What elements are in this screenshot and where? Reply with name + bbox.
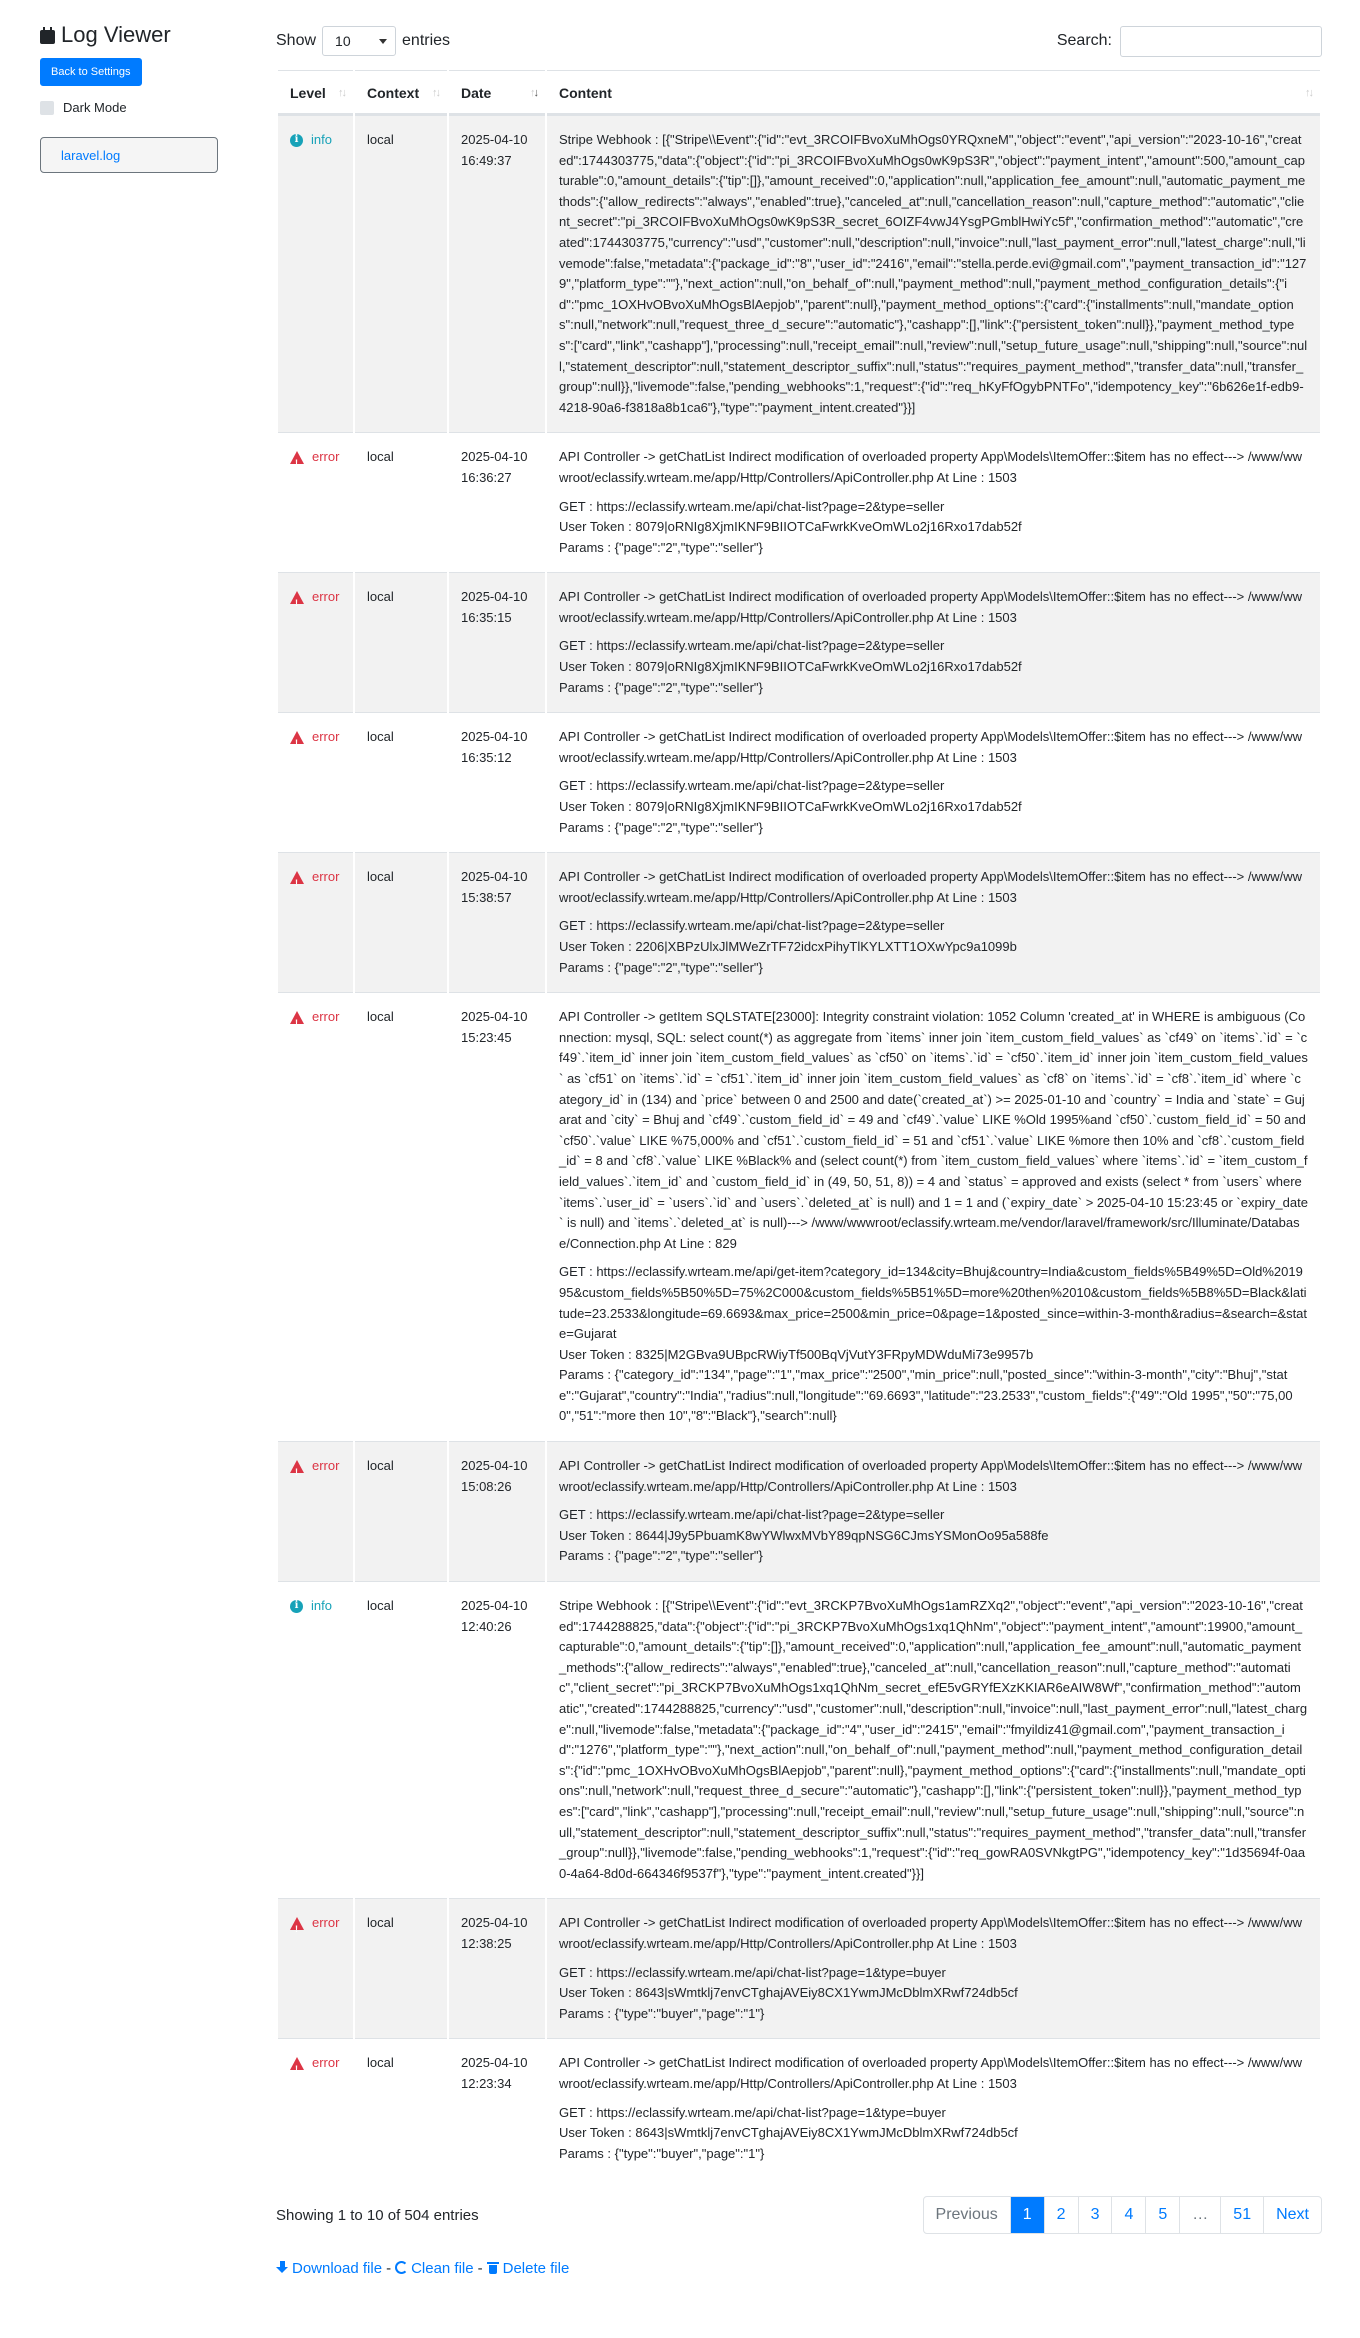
pagination-next[interactable]: Next <box>1263 2197 1321 2233</box>
log-extra <box>559 2103 1308 2165</box>
cell-level <box>278 432 353 572</box>
log-file-item[interactable]: laravel.log <box>40 137 218 173</box>
entries-length <box>276 26 450 56</box>
log-extra <box>559 776 1308 838</box>
log-extra-line: User Token : 2206|XBPzUlxJlMWeZrTF72idcxPihyTlKYLXTT1OXwYpc9a1099b <box>559 939 1017 954</box>
log-extra-line: User Token : 8643|sWmtklj7envCTghajAVEiy8CX1YwmJMcDblmXRwf724db5cf <box>559 1985 1018 2001</box>
log-extra-line: GET : https://eclassify.wrteam.me/api/chat-list?page=2&type=seller <box>559 778 945 794</box>
cell-context: local <box>355 1441 447 1581</box>
info-icon: i <box>290 1600 303 1613</box>
cell-level <box>278 1441 353 1581</box>
cell-date: 2025-04-10 16:35:12 <box>449 712 545 852</box>
log-extra-line: Params : {"page":"2","type":"seller"} <box>559 679 763 695</box>
log-extra-line: GET : https://eclassify.wrteam.me/api/get-item?category_id=134&city=Bhuj&country=India&custom_fields%5B49%5D=Old%201995&custom_fields%5B50%5D=75%2C000&custom_fields%5B51%5D=more%20then%2010&custom_fields%5B8%5D=Black&latitude=23.2533&longitude=69.6693&max_price=2500&min_price=0&page=1&posted_since=within-3-month&radius=&search=&state=Gujarat <box>559 1264 1308 1342</box>
cell-content <box>547 1898 1320 2038</box>
sidebar <box>40 22 226 173</box>
log-message: API Controller -> getChatList Indirect modification of overloaded property App\Models\ItemOffer::$item has no effect---> /www/wwwroot/eclassify.wrteam.me/app/Http/Controllers/ApiController.php At Line : 1503 <box>559 1458 1303 1494</box>
level-text: error <box>312 1915 340 1931</box>
log-message: Stripe Webhook : [{"Stripe\\Event":{"id":"evt_3RCOIFBvoXuMhOgs0YRQxneM","object":"event","api_version":"2023-10-16","created":1744303775,"data":{"object":{"id":"pi_3RCOIFBvoXuMhOgs0wK9pS3R","object":"payment_intent","amount":500,"amount_capturable":0,"amount_details":{"tip":[]},"amount_received":0,"application":null,"application_fee_amount":null,"automatic_payment_methods":{"allow_redirects":"always","enabled":true},"canceled_at":null,"cancellation_reason":null,"capture_method":"automatic","client_secret":"pi_3RCOIFBvoXuMhOgs0wK9pS3R_secret_6OIZF4vwJ4YsgPGmblHwiYc5f","confirmation_method":"automatic","created":1744303775,"currency":"usd","customer":null,"description":null,"invoice":null,"last_payment_error":null,"latest_charge":null,"livemode":false,"metadata":{"package_id":"8","user_id":"2416","email":"stella.perde.evi@gmail.com","payment_transaction_id":"1279","platform_type":""},"next_action":null,"on_behalf_of":null,"payment_method":null,"payment_method_configuration_details":{"id":"pmc_1OXHvOBvoXuMhOgsBlAepjob","parent":null},"payment_method_options":{"card":{"installments":null,"mandate_options":null,"network":null,"request_three_d_secure":"automatic"},"cashapp":[],"link":{"persistent_token":null}},"payment_method_types":["card","link","cashapp"],"processing":null,"receipt_email":null,"review":null,"setup_future_usage":null,"shipping":null,"source":null,"statement_descriptor":null,"statement_descriptor_suffix":null,"status":"requires_payment_method","transfer_data":null,"transfer_group":null}},"livemode":false,"pending_webhooks":1,"request":{"id":"req_hKyFfOgybPNTFo","idempotency_key":"6b626e1f-edb9-4218-90a6-f3818a8b1ca6"},"type":"payment_intent.created"}}] <box>559 132 1308 415</box>
log-extra <box>559 497 1308 559</box>
table-row[interactable] <box>278 115 1320 432</box>
table-row[interactable] <box>278 2038 1320 2178</box>
cell-date: 2025-04-10 12:38:25 <box>449 1898 545 2038</box>
log-message: API Controller -> getChatList Indirect modification of overloaded property App\Models\ItemOffer::$item has no effect---> /www/wwwroot/eclassify.wrteam.me/app/Http/Controllers/ApiController.php At Line : 1503 <box>559 729 1303 765</box>
log-extra-line: GET : https://eclassify.wrteam.me/api/chat-list?page=2&type=seller <box>559 1507 945 1523</box>
trash-icon <box>487 2261 500 2274</box>
table-row[interactable] <box>278 992 1320 1441</box>
level-text: info <box>311 1598 332 1614</box>
cell-context: local <box>355 115 447 432</box>
table-header-row <box>278 70 1320 115</box>
log-extra-line: Params : {"type":"buyer","page":"1"} <box>559 2005 765 2021</box>
log-extra-line: Params : {"page":"2","type":"seller"} <box>559 1548 763 1564</box>
sort-icon: ↑↓ <box>338 87 345 99</box>
pagination-previous[interactable]: Previous <box>935 2206 998 2224</box>
column-header-date[interactable]: Date ↑↓ <box>449 70 545 115</box>
log-extra <box>559 636 1308 698</box>
table-row[interactable] <box>278 1441 1320 1581</box>
level-text: error <box>312 449 340 465</box>
level-badge <box>290 727 341 748</box>
log-message: API Controller -> getItem SQLSTATE[23000]: Integrity constraint violation: 1052 Column 'created_at' in WHERE is ambiguous (Connection: mysql, SQL: select count(*) as aggregate from `items` inner join `item_custom_field_values` as `cf49` on `items`.`id` = `cf49`.`item_id` inner join `item_custom_field_values` as `cf50` on `items`.`id` = `cf50`.`item_id` inner join `item_custom_field_values` as `cf51` on `items`.`id` = `cf51`.`item_id` inner join `item_custom_field_values` as `cf8` on `items`.`id` = `cf8`.`item_id` where `category_id` in (134) and `price` between 0 and 2500 and date(`created_at`) >= 2025-01-10 and `country` = India and `state` = Gujarat and `city` = Bhuj and `cf49`.`custom_field_id` = 49 and `cf49`.`value` LIKE %Old 1995%and `cf50`.`custom_field_id` = 50 and `cf50`.`value` LIKE %75,000% and `cf51`.`custom_field_id` = 51 and `cf51`.`value` LIKE %more then 10% and `cf8`.`custom_field_id` = 8 and `cf8`.`value` LIKE %Black% and (select count(*) from `item_custom_field_values` where `items`.`id` = `item_custom_field_values`.`item_id` and `custom_field_id` in (49, 50, 51, 8)) = 4 and `status` = approved and exists (select * from `users` where `items`.`user_id` = `users`.`id` and `users`.`deleted_at` is null) and 1 = 1 and (`expiry_date` > 2025-04-10 15:23:45 or `expiry_date` is null) and `items`.`deleted_at` is null)---> /www/wwwroot/eclassify.wrteam.me/vendor/laravel/framework/src/Illuminate/Database/Connection.php At Line : 829 <box>559 1009 1308 1251</box>
log-extra-line: User Token : 8644|J9y5PbuamK8wYWlwxMVbY89qpNSG6CJmsYSMonOo95a588fe <box>559 1527 1049 1543</box>
clean-file-link[interactable]: Clean file <box>395 2260 474 2277</box>
warning-icon <box>290 871 304 884</box>
log-message: API Controller -> getChatList Indirect modification of overloaded property App\Models\ItemOffer::$item has no effect---> /www/wwwroot/eclassify.wrteam.me/app/Http/Controllers/ApiController.php At Line : 1503 <box>559 449 1303 485</box>
log-extra-line: GET : https://eclassify.wrteam.me/api/chat-list?page=2&type=seller <box>559 638 945 654</box>
chevron-down-icon <box>379 39 387 44</box>
entries-info: Showing 1 to 10 of 504 entries <box>276 2206 479 2224</box>
main-panel <box>276 22 1322 2277</box>
level-text: info <box>311 132 332 147</box>
cell-date: 2025-04-10 12:23:34 <box>449 2038 545 2178</box>
level-text: error <box>312 1009 340 1025</box>
table-row[interactable] <box>278 712 1320 852</box>
cell-level <box>278 992 353 1441</box>
cell-date: 2025-04-10 16:49:37 <box>449 115 545 432</box>
pagination-page[interactable]: 4 <box>1111 2197 1145 2233</box>
cell-content <box>547 1441 1320 1581</box>
log-message: API Controller -> getChatList Indirect modification of overloaded property App\Models\ItemOffer::$item has no effect---> /www/wwwroot/eclassify.wrteam.me/app/Http/Controllers/ApiController.php At Line : 1503 <box>559 2055 1303 2091</box>
sort-desc-icon: ↑↓ <box>530 87 537 99</box>
calendar-icon <box>40 27 55 44</box>
cell-level <box>278 115 353 432</box>
refresh-icon <box>395 2261 408 2274</box>
log-table-body <box>278 115 1320 2178</box>
pagination-page[interactable]: 1 <box>1010 2197 1044 2233</box>
download-icon <box>276 2261 289 2274</box>
cell-content <box>547 712 1320 852</box>
cell-content <box>547 432 1320 572</box>
level-badge <box>290 2053 341 2074</box>
cell-context: local <box>355 992 447 1441</box>
separator: - <box>477 2260 483 2278</box>
cell-content <box>547 2038 1320 2178</box>
entries-value: 10 <box>335 33 351 49</box>
log-extra-line: Params : {"category_id":"134","page":"1","max_price":"2500","min_price":null,"posted_since":"within-3-month","city":"Bhuj","state":"Gujarat","country":"India","radius":null,"longitude":"69.6693","latitude":"23.2533","custom_fields":{"49":"Old 1995","50":"75,000","51":"more then 10","8":"Black"},"search":null} <box>559 1367 1293 1424</box>
back-to-settings-button[interactable]: Back to Settings <box>40 58 142 86</box>
cell-date: 2025-04-10 16:36:27 <box>449 432 545 572</box>
cell-level <box>278 2038 353 2178</box>
log-extra-line: User Token : 8643|sWmtklj7envCTghajAVEiy8CX1YwmJMcDblmXRwf724db5cf <box>559 2125 1018 2141</box>
cell-content <box>547 1581 1320 1898</box>
log-extra-line: GET : https://eclassify.wrteam.me/api/chat-list?page=2&type=seller <box>559 498 945 514</box>
cell-date: 2025-04-10 15:38:57 <box>449 852 545 992</box>
table-row[interactable] <box>278 1898 1320 2038</box>
show-label: Show <box>276 32 317 49</box>
level-badge <box>290 1913 341 1934</box>
app-title <box>40 22 226 48</box>
level-text: error <box>312 2055 340 2071</box>
cell-content <box>547 992 1320 1441</box>
warning-icon <box>290 451 304 464</box>
dark-mode-checkbox[interactable] <box>40 101 54 115</box>
level-text: error <box>312 589 340 605</box>
separator: - <box>386 2260 392 2278</box>
pagination-ellipsis: … <box>1179 2197 1220 2233</box>
log-extra-line: Params : {"page":"2","type":"seller"} <box>559 819 763 835</box>
warning-icon <box>290 1460 304 1473</box>
cell-date: 2025-04-10 15:08:26 <box>449 1441 545 1581</box>
cell-content <box>547 572 1320 712</box>
pagination-page[interactable]: 2 <box>1044 2197 1078 2233</box>
pagination <box>923 2196 1322 2234</box>
search-input[interactable] <box>1120 26 1322 57</box>
cell-date: 2025-04-10 15:23:45 <box>449 992 545 1441</box>
log-extra <box>559 1505 1308 1567</box>
table-row[interactable] <box>278 572 1320 712</box>
column-header-level[interactable]: Level ↑↓ <box>278 70 353 115</box>
table-row[interactable] <box>278 852 1320 992</box>
cell-context: local <box>355 1898 447 2038</box>
table-controls <box>276 22 1322 60</box>
level-badge <box>290 587 341 608</box>
log-message: API Controller -> getChatList Indirect modification of overloaded property App\Models\ItemOffer::$item has no effect---> /www/wwwroot/eclassify.wrteam.me/app/Http/Controllers/ApiController.php At Line : 1503 <box>559 869 1303 905</box>
log-extra-line: User Token : 8325|M2GBva9UBpcRWiyTf500BqVjVutY3FRpyMDWduMi73e9957b <box>559 1346 1034 1362</box>
download-file-link[interactable]: Download file <box>276 2260 382 2277</box>
entries-select[interactable] <box>322 26 396 56</box>
cell-context: local <box>355 572 447 712</box>
level-text: error <box>312 869 340 885</box>
warning-icon <box>290 1011 304 1024</box>
log-message: Stripe Webhook : [{"Stripe\\Event":{"id":"evt_3RCKP7BvoXuMhOgs1amRZXq2","object":"event","api_version":"2023-10-16","created":1744288825,"data":{"object":{"id":"pi_3RCKP7BvoXuMhOgs1xq1QhNm","object":"payment_intent","amount":19900,"amount_capturable":0,"amount_details":{"tip":[]},"amount_received":0,"application":null,"application_fee_amount":null,"automatic_payment_methods":{"allow_redirects":"always","enabled":true},"canceled_at":null,"cancellation_reason":null,"capture_method":"automatic","client_secret":"pi_3RCKP7BvoXuMhOgs1xq1QhNm_secret_efE5vGRYfEXzKKIAR6eAIW8Wf","confirmation_method":"automatic","created":1744288825,"currency":"usd","customer":null,"description":null,"invoice":null,"last_payment_error":null,"latest_charge":null,"livemode":false,"metadata":{"package_id":"4","user_id":"2415","email":"fmyildiz41@gmail.com","payment_transaction_id":"1276","platform_type":""},"next_action":null,"on_behalf_of":null,"payment_method":null,"payment_method_configuration_details":{"id":"pmc_1OXHvOBvoXuMhOgsBlAepjob","parent":null},"payment_method_options":{"card":{"installments":null,"mandate_options":null,"network":null,"request_three_d_secure":"automatic"},"cashapp":[],"link":{"persistent_token":null}},"payment_method_types":["card","link","cashapp"],"processing":null,"receipt_email":null,"review":null,"setup_future_usage":null,"shipping":null,"source":null,"statement_descriptor":null,"statement_descriptor_suffix":null,"status":"requires_payment_method","transfer_data":null,"transfer_group":null}},"livemode":false,"pending_webhooks":1,"request":{"id":"req_gowRA0SVNkgtPG","idempotency_key":"1d35694f-0aa0-4a64-8d0d-664346f9537f"},"type":"payment_intent.created"}}] <box>559 1598 1308 1881</box>
cell-context: local <box>355 432 447 572</box>
log-extra <box>559 1963 1308 2025</box>
table-row[interactable] <box>278 1581 1320 1898</box>
log-message: API Controller -> getChatList Indirect modification of overloaded property App\Models\ItemOffer::$item has no effect---> /www/wwwroot/eclassify.wrteam.me/app/Http/Controllers/ApiController.php At Line : 1503 <box>559 1915 1303 1951</box>
level-text: error <box>312 1458 340 1474</box>
log-extra-line: GET : https://eclassify.wrteam.me/api/chat-list?page=2&type=seller <box>559 918 945 934</box>
delete-file-link[interactable]: Delete file <box>487 2260 570 2277</box>
column-header-content[interactable]: Content ↑↓ <box>547 70 1320 115</box>
info-icon: i <box>290 134 303 147</box>
warning-icon <box>290 2057 304 2070</box>
log-extra-line: User Token : 8079|oRNIg8XjmIKNF9BIIOTCaFwrkKveOmWLo2j16Rxo17dab52f <box>559 659 1022 675</box>
log-extra-line: GET : https://eclassify.wrteam.me/api/chat-list?page=1&type=buyer <box>559 2104 946 2120</box>
level-text: error <box>312 729 340 745</box>
log-table <box>276 70 1322 2178</box>
sort-icon: ↑↓ <box>1305 87 1312 99</box>
table-row[interactable] <box>278 432 1320 572</box>
column-header-context[interactable]: Context ↑↓ <box>355 70 447 115</box>
cell-context: local <box>355 2038 447 2178</box>
level-badge <box>290 1596 341 1617</box>
level-badge <box>290 447 341 468</box>
cell-content <box>547 115 1320 432</box>
app-title-text: Log Viewer <box>61 22 171 47</box>
log-extra-line: Params : {"page":"2","type":"seller"} <box>559 539 763 555</box>
cell-date: 2025-04-10 16:35:15 <box>449 572 545 712</box>
log-message: API Controller -> getChatList Indirect modification of overloaded property App\Models\ItemOffer::$item has no effect---> /www/wwwroot/eclassify.wrteam.me/app/Http/Controllers/ApiController.php At Line : 1503 <box>559 589 1303 625</box>
warning-icon <box>290 1917 304 1930</box>
cell-level <box>278 572 353 712</box>
cell-level <box>278 852 353 992</box>
search-label: Search: <box>1056 32 1112 49</box>
log-extra <box>559 1262 1308 1427</box>
warning-icon <box>290 591 304 604</box>
entries-label: entries <box>402 32 451 49</box>
dark-mode-label: Dark Mode <box>63 100 127 115</box>
dark-mode-toggle[interactable] <box>40 100 226 115</box>
log-extra-line: GET : https://eclassify.wrteam.me/api/chat-list?page=1&type=buyer <box>559 1964 946 1980</box>
cell-context: local <box>355 712 447 852</box>
cell-content <box>547 852 1320 992</box>
level-badge <box>290 130 341 151</box>
sort-icon: ↑↓ <box>432 87 439 99</box>
file-actions <box>276 2260 1322 2277</box>
log-extra-line: User Token : 8079|oRNIg8XjmIKNF9BIIOTCaFwrkKveOmWLo2j16Rxo17dab52f <box>559 799 1022 815</box>
cell-date: 2025-04-10 12:40:26 <box>449 1581 545 1898</box>
level-badge <box>290 1007 341 1028</box>
log-extra-line: User Token : 8079|oRNIg8XjmIKNF9BIIOTCaFwrkKveOmWLo2j16Rxo17dab52f <box>559 519 1022 535</box>
cell-level <box>278 1898 353 2038</box>
level-badge <box>290 1456 341 1477</box>
cell-context: local <box>355 1581 447 1898</box>
cell-level <box>278 712 353 852</box>
search-box <box>1057 26 1322 57</box>
log-extra-line: Params : {"page":"2","type":"seller"} <box>559 959 763 975</box>
log-extra-line: Params : {"type":"buyer","page":"1"} <box>559 2145 765 2161</box>
table-footer <box>276 2196 1322 2234</box>
pagination-page[interactable]: 3 <box>1078 2197 1112 2233</box>
warning-icon <box>290 731 304 744</box>
level-badge <box>290 867 341 888</box>
pagination-page[interactable]: 51 <box>1220 2197 1263 2233</box>
cell-level <box>278 1581 353 1898</box>
cell-context: local <box>355 852 447 992</box>
log-extra <box>559 916 1308 978</box>
pagination-page[interactable]: 5 <box>1145 2197 1179 2233</box>
